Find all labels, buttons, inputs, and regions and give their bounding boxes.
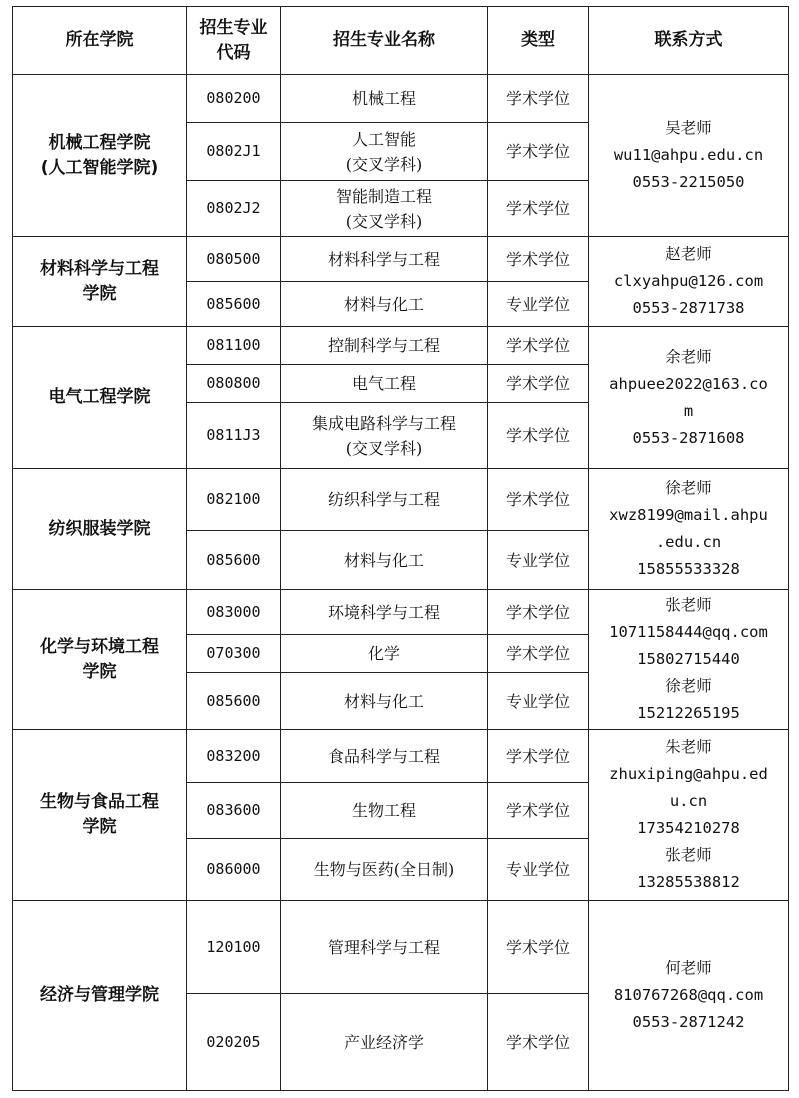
major-name-cell [281,237,488,282]
table-row [13,327,789,365]
major-code-cell: 020205 [187,994,281,1091]
major-name-line: 电气工程 [351,374,416,393]
major-code-cell: 085600 [187,531,281,590]
contact-line: 0553-2871608 [632,428,745,447]
contact-cell [589,590,789,730]
major-name-line: 生物工程 [351,801,416,820]
contact-line: 徐老师 [665,677,712,695]
contact-line: .edu.cn [655,533,722,551]
degree-type-cell: 学术学位 [488,75,589,123]
header-major: 招生专业名称 [281,7,488,75]
table-body [13,75,789,1091]
major-name-cell [281,531,488,590]
header-row [13,7,789,75]
major-name-cell [281,635,488,673]
major-name-line: (交叉学科) [345,438,423,458]
major-name-cell [281,282,488,327]
college-name-line: 材料科学与工程 [40,258,159,279]
contact-line: 0553-2215050 [632,173,745,191]
major-name-cell [281,994,488,1091]
contact-line: 0553-2871242 [632,1013,745,1031]
college-cell [13,75,187,237]
degree-type-cell: 学术学位 [488,635,589,673]
major-name-cell [281,75,488,123]
major-name-line: 材料科学与工程 [327,249,440,269]
degree-type-cell: 学术学位 [488,365,589,403]
major-code-cell: 083600 [187,783,281,839]
major-name-cell [281,403,488,469]
contact-line: wu11@ahpu.edu.cn [613,146,764,164]
degree-type-cell: 学术学位 [488,994,589,1091]
college-cell [13,237,187,327]
degree-type-cell: 学术学位 [488,123,589,181]
degree-type-cell: 专业学位 [488,839,589,901]
contact-line: ahpuee2022@163.co [609,374,768,393]
degree-type-cell: 学术学位 [488,181,589,237]
contact-line: 朱老师 [665,738,712,756]
contact-line: 徐老师 [665,479,712,497]
degree-type-cell: 学术学位 [488,237,589,282]
major-name-line: 产业经济学 [343,1032,424,1052]
college-name-line: 纺织服装学院 [48,518,151,539]
major-name-cell [281,901,488,994]
major-name-line: 控制科学与工程 [327,336,440,355]
degree-type-cell: 学术学位 [488,469,589,531]
contact-cell [589,730,789,901]
major-name-line: 环境科学与工程 [327,602,440,622]
contact-line: 15802715440 [637,650,740,668]
contact-line: 810767268@qq.com [613,986,764,1004]
major-code-cell: 0802J2 [187,181,281,237]
degree-type-cell: 学术学位 [488,590,589,635]
college-name-line: 生物与食品工程 [40,792,159,812]
table-row [13,469,789,531]
contact-line: 吴老师 [665,119,712,137]
major-code-cell: 080200 [187,75,281,123]
degree-type-cell: 专业学位 [488,673,589,730]
major-name-cell [281,469,488,531]
major-code-cell: 085600 [187,282,281,327]
table-row [13,590,789,635]
contact-line: 15212265195 [637,704,740,722]
major-name-cell [281,123,488,181]
degree-type-cell: 学术学位 [488,730,589,783]
major-code-cell: 083200 [187,730,281,783]
header-contact: 联系方式 [589,7,789,75]
major-name-cell [281,730,488,783]
major-name-line: 机械工程 [351,89,416,108]
contact-line: m [683,401,694,420]
degree-type-cell: 学术学位 [488,327,589,365]
college-name-line: 学院 [82,283,117,304]
major-name-cell [281,327,488,365]
contact-cell [589,901,789,1091]
contact-cell [589,75,789,237]
contact-line: 余老师 [665,347,712,366]
major-code-cell: 070300 [187,635,281,673]
contact-line: clxyahpu@126.com [613,272,764,290]
college-name-line: 学院 [82,817,117,837]
header-code [187,7,281,75]
header-code-line: 代码 [216,42,251,63]
major-name-line: (交叉学科) [345,211,423,231]
major-name-line: 食品科学与工程 [327,746,440,766]
major-code-cell: 0802J1 [187,123,281,181]
major-name-cell [281,590,488,635]
degree-type-cell: 专业学位 [488,282,589,327]
table-row [13,237,789,282]
contact-line: 赵老师 [665,245,712,263]
college-cell [13,730,187,901]
contact-line: u.cn [669,792,708,810]
contact-line: zhuxiping@ahpu.ed [609,765,768,783]
major-code-cell: 080500 [187,237,281,282]
major-code-cell: 120100 [187,901,281,994]
college-cell [13,901,187,1091]
major-code-cell: 081100 [187,327,281,365]
table-row [13,901,789,994]
major-code-cell: 080800 [187,365,281,403]
major-name-line: 材料与化工 [343,550,424,570]
major-name-line: (交叉学科) [345,154,423,174]
contact-cell [589,469,789,590]
major-name-cell [281,783,488,839]
major-name-line: 集成电路科学与工程 [311,413,456,433]
table-row [13,730,789,783]
contact-line: 13285538812 [637,873,740,891]
admissions-table [12,6,789,1091]
contact-line: 张老师 [665,846,712,864]
degree-type-cell: 学术学位 [488,783,589,839]
major-name-line: 人工智能 [351,129,416,149]
contact-cell [589,237,789,327]
degree-type-cell: 专业学位 [488,531,589,590]
contact-line: 15855533328 [637,560,740,578]
table-row [13,75,789,123]
college-name-line: 经济与管理学院 [40,985,159,1005]
major-code-cell: 0811J3 [187,403,281,469]
major-name-line: 纺织科学与工程 [327,490,440,509]
major-name-cell [281,673,488,730]
major-name-line: 智能制造工程 [335,186,432,206]
college-name-line: 化学与环境工程 [40,636,159,657]
header-type: 类型 [488,7,589,75]
header-college: 所在学院 [13,7,187,75]
major-code-cell: 086000 [187,839,281,901]
major-code-cell: 083000 [187,590,281,635]
major-name-line: 材料与化工 [343,691,424,711]
contact-line: 何老师 [665,959,712,977]
major-name-cell [281,181,488,237]
header-code-line: 招生专业 [199,17,268,38]
degree-type-cell: 学术学位 [488,901,589,994]
college-cell [13,590,187,730]
college-cell [13,327,187,469]
college-name-line: (人工智能学院) [40,157,159,178]
major-name-line: 材料与化工 [343,294,424,314]
major-name-cell [281,365,488,403]
contact-line: 0553-2871738 [632,299,745,317]
contact-line: xwz8199@mail.ahpu [609,506,768,524]
contact-line: 1071158444@qq.com [609,623,768,641]
major-name-line: 管理科学与工程 [327,937,440,957]
contact-line: 张老师 [665,596,712,614]
college-name-line: 电气工程学院 [48,387,151,407]
degree-type-cell: 学术学位 [488,403,589,469]
college-name-line: 学院 [82,661,117,682]
college-name-line: 机械工程学院 [48,132,151,153]
college-cell [13,469,187,590]
major-name-cell [281,839,488,901]
major-name-line: 化学 [367,644,400,663]
major-code-cell: 085600 [187,673,281,730]
major-code-cell: 082100 [187,469,281,531]
contact-cell [589,327,789,469]
contact-line: 17354210278 [637,819,740,837]
major-name-line: 生物与医药(全日制) [313,860,455,879]
